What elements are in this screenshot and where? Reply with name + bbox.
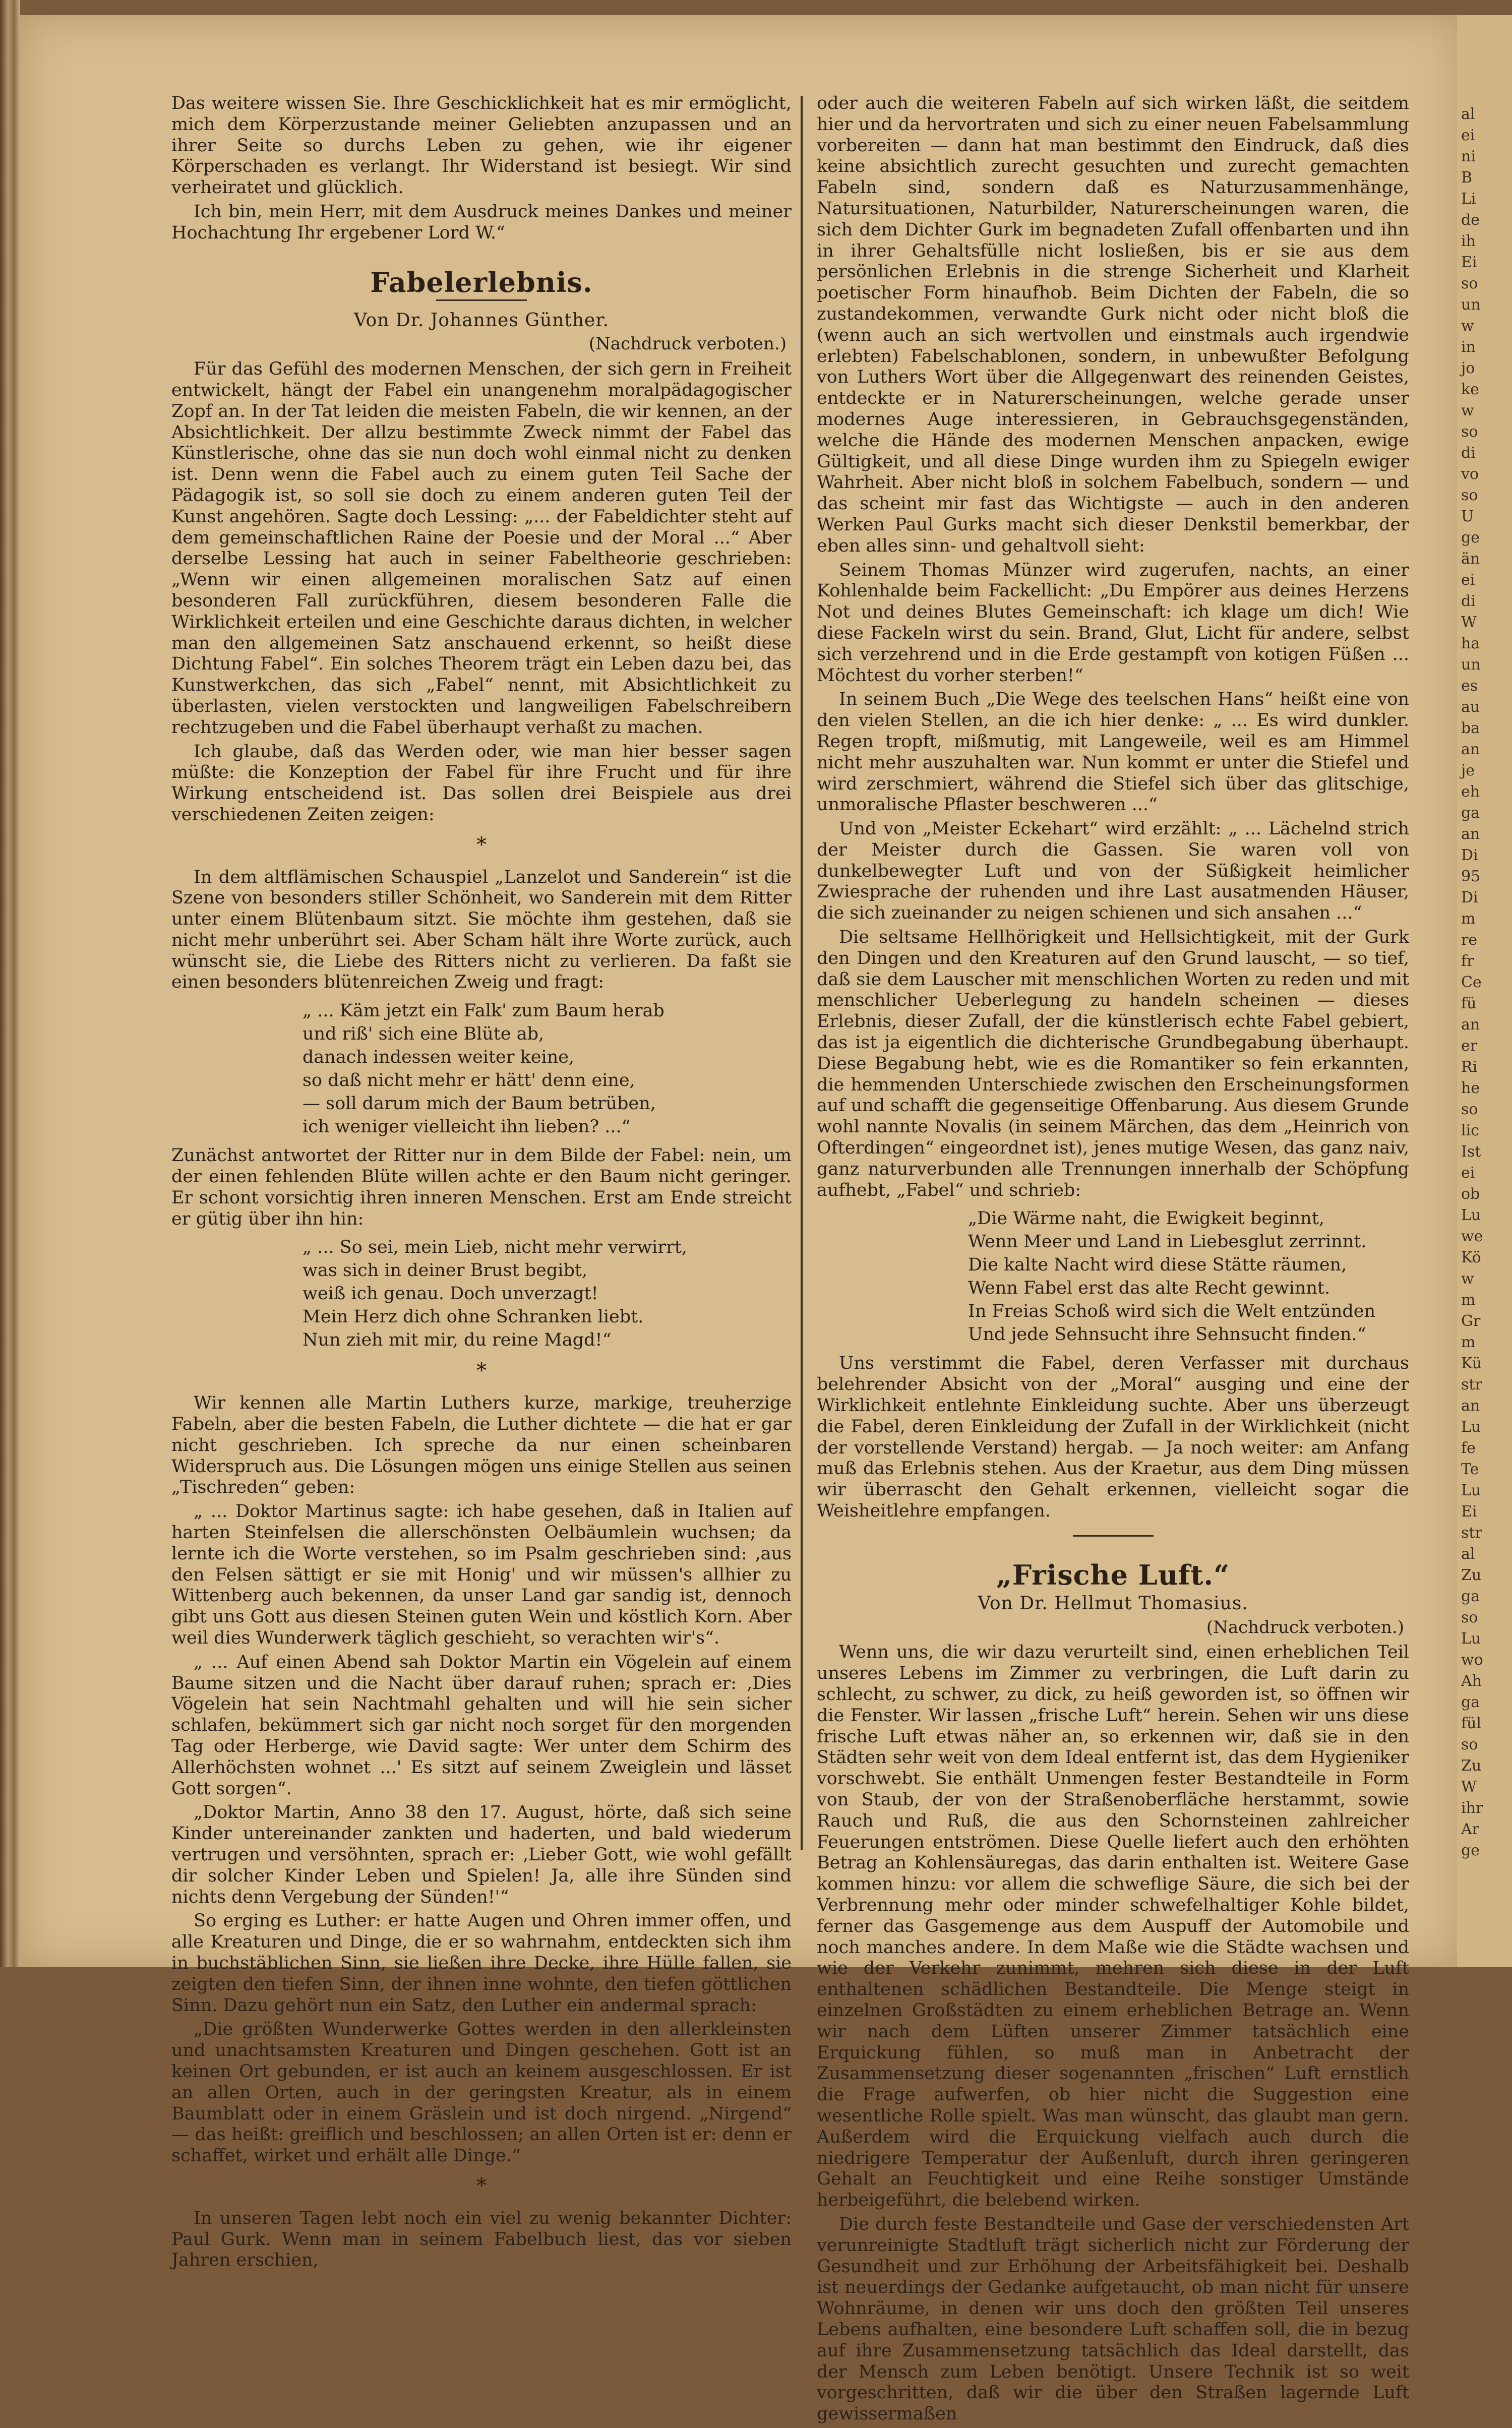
verse-line: ich weniger vielleicht ihn lieben? ...“ [303,1117,631,1137]
verse-line: Nun zieh mit mir, du reine Magd!“ [303,1330,612,1351]
adjacent-page-fragment: Lu [1461,1206,1481,1224]
adjacent-page-fragment: an [1461,741,1480,758]
adjacent-page-fragment: Ei [1461,254,1477,271]
body-paragraph: Und von „Meister Eckehart“ wird erzählt: „ ... Lächelnd strich der Meister durch die Gassen. Sie waren voll von dunkelbewegter Luft und von der Süßigkeit heimlicher Zwiesprache der ruhenden und ihre Last ausatmenden Häuser, die sich zueinander zu neigen schienen und sich ansahen ...“ [817,819,1409,924]
adjacent-page-edge [1457,15,1512,1967]
article-author: Von Dr. Johannes Günther. [353,310,610,331]
adjacent-page-fragment: an [1461,825,1480,843]
verse-line: „Die Wärme naht, die Ewigkeit beginnt, [968,1208,1324,1229]
adjacent-page-fragment: m [1461,910,1476,928]
adjacent-page-fragment: str [1461,1376,1482,1393]
adjacent-page-fragment: Zu [1461,1566,1482,1584]
newspaper-page [20,15,1462,2424]
adjacent-page-fragment: we [1461,1228,1483,1245]
left-column [171,93,792,2274]
adjacent-page-fragment: wo [1461,1651,1483,1669]
adjacent-page-fragment: w [1461,1270,1474,1288]
reprint-notice: (Nachdruck verboten.) [588,334,787,354]
body-paragraph: Wir kennen alle Martin Luthers kurze, markige, treuherzige Fabeln, aber die besten Fabeln, die Luther dichtete — die hat er gar nicht geschrieben. Ich spreche da nur einen scheinbaren Widerspruch aus. Die Lösungen mögen uns einige Stellen aus seinen „Tischreden“ geben: [171,1393,792,1498]
column-rule [801,96,803,1850]
adjacent-page-fragment: Te [1461,1461,1479,1478]
verse-block [303,1236,792,1352]
verse-line: — soll darum mich der Baum betrüben, [303,1094,656,1114]
adjacent-page-fragment: fü [1461,995,1477,1012]
section-asterisk: * [476,833,487,857]
adjacent-page-fragment: Ah [1461,1672,1482,1690]
verse-line: Wenn Fabel erst das alte Recht gewinnt. [968,1278,1330,1299]
adjacent-page-fragment: ei [1461,1164,1475,1182]
adjacent-page-fragment: Zu [1461,1757,1482,1775]
adjacent-page-fragment: str [1461,1524,1482,1542]
adjacent-page-fragment: ha [1461,635,1480,652]
adjacent-page-fragment: an [1461,1016,1480,1034]
adjacent-page-fragment: fr [1461,952,1474,970]
adjacent-page-fragment: Di [1461,889,1478,906]
adjacent-page-fragment: au [1461,698,1480,716]
intro-paragraph: Ich bin, mein Herr, mit dem Ausdruck meines Dankes und meiner Hochachtung Ihr ergebener Lord W.“ [171,201,792,243]
adjacent-page-fragment: ei [1461,571,1475,589]
adjacent-page-fragment: Ar [1461,1820,1480,1838]
adjacent-page-fragment: m [1461,1333,1476,1351]
verse-line: und riß' sich eine Blüte ab, [303,1024,545,1045]
adjacent-page-fragment: es [1461,677,1478,695]
adjacent-page-fragment: fe [1461,1439,1476,1457]
verse-line: „ ... Käm jetzt ein Falk' zum Baum herab [303,1001,664,1021]
adjacent-page-fragment: Ei [1461,1503,1477,1521]
verse-line: Mein Herz dich ohne Schranken liebt. [303,1307,644,1327]
adjacent-page-fragment: Gr [1461,1312,1481,1330]
adjacent-page-fragment: so [1461,1101,1478,1118]
adjacent-page-fragment: m [1461,1291,1476,1309]
verse-line: Die kalte Nacht wird diese Stätte räumen, [968,1255,1347,1276]
adjacent-page-fragment: so [1461,423,1478,441]
adjacent-page-fragment: al [1461,1545,1475,1563]
adjacent-page-fragment: Di [1461,846,1478,864]
verse-line: danach indessen weiter keine, [303,1047,575,1068]
adjacent-page-fragment: ei [1461,127,1475,144]
adjacent-page-fragment: so [1461,1609,1478,1626]
adjacent-page-fragment: so [1461,1736,1478,1753]
adjacent-page-fragment: re [1461,931,1478,949]
adjacent-page-fragment: Li [1461,190,1476,208]
verse-line: „ ... So sei, mein Lieb, nicht mehr verwirrt, [303,1237,688,1258]
right-column [817,93,1409,2428]
quote-paragraph: „Doktor Martin, Anno 38 den 17. August, hörte, daß sich seine Kinder untereinander zankten und haderten, und bald wiederum vertrugen und versöhnten, sprach er: ‚Lieber Gott, wie wohl gefällt dir solcher Kinder Leben und Spielen! Ja, alle ihre Sünden sind nichts denn Vergebung der Sünden!'“ [171,1802,792,1907]
adjacent-page-fragment: di [1461,444,1476,462]
body-paragraph: Für das Gefühl des modernen Menschen, der sich gern in Freiheit entwickelt, hängt der Fabel ein unangenehm moralpädagogischer Zopf an. In der Tat leiden die meisten Fabeln, die wir kennen, an der Absichtlichkeit. Der allzu bestimmte Zweck nimmt der Fabel das Künstlerische, ohne das sie nun doch wohl einmal nicht zu denken ist. Denn wenn die Fabel auch zu einem guten Teil Sache der Pädagogik ist, so soll sie doch zu einem anderen guten Teil der Kunst angehören. Sagte doch Lessing: „... der Fabeldichter steht auf dem gemeinschaftlichen Raine der Poesie und der Moral ...“ Aber derselbe Lessing hat auch in seiner Fabeltheorie geschrieben: „Wenn wir einen allgemeinen moralischen Satz auf einen besonderen Fall zurückführen, diesem besonderen Falle die Wirklichkeit erteilen und eine Geschichte daraus dichten, in welcher man den allgemeinen Satz anschauend erkennt, so heißt diese Dichtung Fabel“. Ein solches Theorem trägt ein Leben dazu bei, das Kunstwerkchen, das sich „Fabel“ nennt, mit Absichtlichkeit zu überlasten, vielen verstockten und langweiligen Fabelschreibern rechtzugeben und die Fabel überhaupt verhaßt zu machen. [171,359,792,738]
body-paragraph: Zunächst antwortet der Ritter nur in dem Bilde der Fabel: nein, um der einen fehlenden Blüte willen achte er den Baum nicht geringer. Er schont vorsichtig ihren inneren Menschen. Erst am Ende streicht er gütig über ihn hin: [171,1145,792,1229]
adjacent-page-fragment: än [1461,550,1480,568]
adjacent-page-fragment: ih [1461,232,1476,250]
verse-line: weiß ich genau. Doch unverzagt! [303,1284,598,1304]
article-title: Fabelerlebnis. [370,266,593,298]
book-edge [0,0,20,1967]
section-asterisk: * [476,1359,487,1383]
adjacent-page-fragment: B [1461,169,1473,187]
adjacent-page-fragment: de [1461,211,1480,229]
verse-line: was sich in deiner Brust begibt, [303,1260,588,1281]
adjacent-page-fragment: ge [1461,1842,1480,1859]
adjacent-page-fragment: ihr [1461,1799,1483,1817]
adjacent-page-fragment: W [1461,1778,1477,1796]
adjacent-page-fragment: Kü [1461,1355,1482,1372]
body-paragraph: Seinem Thomas Münzer wird zugerufen, nachts, an einer Kohlenhalde beim Fackellicht: „Du Empörer aus deines Herzens Not und deines Blutes Gemeinschaft: ich klage um dich! Wie diese Fackeln wirst du sein. Brand, Glut, Licht für andere, selbst sich verzehrend und in die Erde gestampft von kotigen Füßen ... Möchtest du vorher sterben!“ [817,560,1409,686]
section-asterisk: * [476,2174,487,2198]
verse-line: so daß nicht mehr er hätt' denn eine, [303,1070,635,1091]
intro-paragraph: Das weitere wissen Sie. Ihre Geschicklichkeit hat es mir ermöglicht, mich dem Körperzustande meiner Geliebten anzupassen und an ihrer Seite so durchs Leben zu gehen, wie ihr eigener Körperschaden es verlangt. Ihr Widerstand ist besiegt. Wir sind verheiratet und glücklich. [171,93,792,198]
adjacent-page-fragment: Lu [1461,1630,1481,1648]
body-paragraph: In dem altflämischen Schauspiel „Lanzelot und Sanderein“ ist die Szene von besonders stiller Schönheit, wo Sanderein mit dem Ritter unter einem Blütenbaum sitzt. Sie möchte ihm gestehen, daß sie nicht mehr unberührt sei. Aber Scham hält ihre Worte zurück, auch wünscht sie, die Liebe des Ritters nicht zu verlieren. Da faßt sie einen besonders blütenreichen Zweig und fragt: [171,867,792,993]
body-paragraph: Ich glaube, daß das Werden oder, wie man hier besser sagen müßte: die Konzeption der Fabel für ihre Frucht und für ihre Wirkung entscheidend ist. Das sollen drei Beispiele aus drei verschiedenen Zeiten zeigen: [171,741,792,825]
adjacent-page-fragment: W [1461,614,1477,631]
adjacent-page-fragment: vo [1461,465,1479,483]
article-divider [1073,1535,1154,1537]
adjacent-page-fragment: jo [1461,359,1475,377]
adjacent-page-fragment: Ce [1461,974,1482,991]
adjacent-page-fragment: ge [1461,529,1480,547]
adjacent-page-fragment: lic [1461,1122,1479,1139]
adjacent-page-fragment: in [1461,338,1476,356]
body-paragraph: oder auch die weiteren Fabeln auf sich wirken läßt, die seitdem hier und da hervortraten und sich zu einer neuen Fabelsammlung vorbereiten — dann hat man bestimmt den Eindruck, daß dies keine absichtlich zurecht gesuchten und zurecht gemachten Fabeln sind, sondern daß es Naturzusammenhänge, Natursituationen, Naturbilder, Naturerscheinungen waren, die sich dem Dichter Gurk im begnadeten Zufall offenbarten und ihn in ihrer Gehaltsfülle nicht losließen, bis er sie aus dem persönlichen Erlebnis in die strenge Sicherheit und Klarheit poetischer Form hinaufhob. Beim Dichten der Fabeln, die so zustandekommen, verwandte Gurk nicht oder nicht bloß die (wenn auch an sich wertvollen und einstmals auch irgendwie erlebten) Fabelschablonen, sondern, in unbewußter Befolgung von Luthers Wort über die Allgegenwart des reinenden Geistes, entdeckte er in Naturerscheinungen, welche gerade unser modernes Auge interessieren, in Gebrauchsgegenständen, welche die Hände des modernen Menschen anpacken, ewige Gültigkeit, und all diese Dinge wurden ihm zu Spiegeln ewiger Wahrheit. Aber nicht bloß in solchem Fabelbuch, sondern — und das scheint mir fast das Wichtigste — auch in den anderen Werken Paul Gurks macht sich dieser Denkstil bemerkbar, der eben alles sinn- und gehaltvoll sieht: [817,93,1409,556]
title-underline [436,299,527,301]
body-paragraph: Die durch feste Bestandteile und Gase der verschiedensten Art verunreinigte Stadtluft trägt sicherlich nicht zur Förderung der Gesundheit und zur Erhöhung der Arbeitsfähigkeit bei. Deshalb ist neuerdings der Gedanke aufgetaucht, ob man nicht für unsere Wohnräume, in denen wir uns doch den größten Teil unseres Lebens aufhalten, eine besondere Luft schaffen soll, die in bezug auf ihre Zusammensetzung tatsächlich das Ideal darstellt, das der Mensch zum Leben benötigt. Unsere Technik ist so weit vorgeschritten, daß wir die über den Straßen lagernde Luft gewissermaßen [817,2214,1409,2424]
article-author: Von Dr. Hellmut Thomasius. [978,1593,1248,1614]
adjacent-page-fragment: un [1461,296,1481,314]
adjacent-page-fragment: 95 [1461,868,1481,885]
adjacent-page-fragment: so [1461,487,1478,504]
adjacent-page-fragment: ke [1461,381,1479,398]
body-paragraph: Uns verstimmt die Fabel, deren Verfasser mit durchaus belehrender Absicht von der „Moral“ ausging und eine der Wirklichkeit entlehnte Einkleidung suchte. Aber uns überzeugt die Fabel, deren Einkleidung der Zufall in der Wirklichkeit (nicht der vorstellende Verstand) hergab. — Ja noch weiter: am Anfang muß das Erlebnis stehen. Aus der Kraetur, aus dem Ding müssen wir überrascht den Gehalt erkennen, vielleicht sogar die Weisheitlehre empfangen. [817,1353,1409,1522]
body-paragraph: In unseren Tagen lebt noch ein viel zu wenig bekannter Dichter: Paul Gurk. Wenn man in seinem Fabelbuch liest, das vor sieben Jahren erschien, [171,2208,792,2271]
adjacent-page-fragment: ni [1461,148,1476,165]
adjacent-page-fragment: fül [1461,1715,1482,1732]
body-paragraph: Die seltsame Hellhörigkeit und Hellsichtigkeit, mit der Gurk den Dingen und den Kreaturen auf den Grund lauscht, — so tief, daß sie dem Lauscher mit menschlichen Worten zu reden und mit menschlicher Ueberlegung zu handeln scheinen — dieses Erlebnis, dieser Zufall, der die künstlerisch echte Fabel gebiert, das ist ja eigentlich die dichterische Grundbegabung überhaupt. Diese Begabung hebt, wie es die Romantiker so fein erkannten, die hemmenden Unterschiede zwischen den Erscheinungsformen auf und schafft die gegenseitige Offenbarung. Aus diesem Grunde wohl nannte Novalis (in seinem Märchen, das dem „Heinrich von Ofterdingen“ eingeordnet ist), jenes mutige Wesen, das ganz naiv, ganz naturverbunden alle Trennungen innerhalb der Schöpfung aufhebt, „Fabel“ und schrieb: [817,927,1409,1200]
verse-line: In Freias Schoß wird sich die Welt entzünden [968,1301,1376,1322]
adjacent-page-fragment: ga [1461,1693,1480,1711]
adjacent-page-fragment: Ri [1461,1058,1478,1076]
adjacent-page-fragment: U [1461,508,1474,525]
adjacent-page-fragment: Kö [1461,1249,1481,1266]
adjacent-page-fragment: he [1461,1079,1480,1097]
adjacent-page-fragment: un [1461,656,1481,674]
adjacent-page-fragment: al [1461,105,1475,123]
quote-paragraph: „ ... Auf einen Abend sah Doktor Martin ein Vögelein auf einem Baume sitzen und die Nacht über darauf ruhen; sprach er: ‚Dies Vögelein hat sein Nachtmahl gehalten und will hie sein sicher schlafen, bekümmert sich gar nicht noch sorget für den morgenden Tag oder Herberge, wie David sagte: Wer unter dem Schirm des Allerhöchsten wohnet ...' Es sitzt auf seinem Zweiglein und lässet Gott sorgen“. [171,1652,792,1799]
adjacent-page-fragment: w [1461,317,1474,335]
adjacent-page-fragment: er [1461,1037,1478,1055]
adjacent-page-fragment: ga [1461,804,1480,822]
adjacent-page-fragment: ba [1461,719,1480,737]
adjacent-page-fragment: Lu [1461,1418,1481,1436]
adjacent-page-fragment: Ist [1461,1143,1481,1161]
body-paragraph: Wenn uns, die wir dazu verurteilt sind, einen erheblichen Teil unseres Lebens im Zimmer zu verbringen, die Luft darin zu schlecht, zu schwer, zu dick, zu heiß geworden ist, so öffnen wir die Fenster. Wir lassen „frische Luft“ herein. Sehen wir uns diese frische Luft etwas näher an, so erkennen wir, daß sie in den Städten sehr weit von dem Ideal entfernt ist, das dem Hygieniker vorschwebt. Sie enthält Unmengen fester Bestandteile in Form von Staub, der von der Straßenoberfläche herstammt, sowie Rauch und Ruß, die aus den Schornsteinen zahlreicher Feuerungen entströmen. Diese Quelle liefert auch den erhöhten Betrag an Kohlensäuregas, das darin enthalten ist. Weitere Gase kommen hinzu: vor allem die schweflige Säure, die sich bei der Verbrennung mehr oder minder schwefelhaltiger Kohle bildet, ferner das Gasgemenge aus dem Auspuff der Automobile und noch manches andere. In dem Maße wie die Städte wachsen und wie der Verkehr zunimmt, mehren sich diese in der Luft enthaltenen schädlichen Bestandteile. Die Menge steigt in einzelnen Großstädten zu einem erheblichen Betrage an. Wenn wir nach dem Lüften unserer Zimmer tatsächlich eine Erquickung fühlen, so muß man in Anbetracht der Zusammensetzung dieser sogenannten „frischen“ Luft ernstlich die Frage aufwerfen, ob hier nicht die Suggestion eine wesentliche Rolle spielt. Was man wünscht, das glaubt man gern. Außerdem wird die Erquickung vielfach auch durch die niedrigere Temperatur der Außenluft, durch ihren geringeren Gehalt an Feuchtigkeit und eine Reihe sonstiger Umstände herbeigeführt, die belebend wirken. [817,1642,1409,2211]
adjacent-page-fragment: je [1461,762,1475,779]
quote-paragraph: „Die größten Wunderwerke Gottes werden in den allerkleinsten und unachtsamsten Kreaturen und Dingen geschehen. Gott ist an keinen Ort gebunden, er ist auch an keinem ausgeschlossen. Er ist an allen Orten, auch in der geringsten Kreatur, als in einem Baumblatt oder in einem Gräslein und ist doch nirgend. „Nirgend“ — das heißt: greiflich und beschlossen; an allen Orten ist er: denn er schaffet, wirket und erhält alle Dinge.“ [171,2019,792,2166]
verse-line: Und jede Sehnsucht ihre Sehnsucht finden.“ [968,1324,1366,1345]
adjacent-page-fragment: eh [1461,783,1480,801]
adjacent-page-fragment: so [1461,275,1478,292]
adjacent-page-fragment: an [1461,1397,1480,1415]
verse-block [968,1207,1409,1346]
adjacent-page-fragment: di [1461,592,1476,610]
adjacent-page-fragment: w [1461,402,1474,419]
article-title: „Frische Luft.“ [996,1558,1230,1591]
reprint-notice: (Nachdruck verboten.) [1206,1617,1404,1637]
verse-block [303,999,792,1138]
adjacent-page-fragment: ga [1461,1588,1480,1605]
verse-line: Wenn Meer und Land in Liebesglut zerrinnt. [968,1232,1367,1252]
body-paragraph: So erging es Luther: er hatte Augen und Ohren immer offen, und alle Kreaturen und Dinge, die er so wahrnahm, entdeckten sich ihm in buchstäblichen Sinn, sie ließen ihre Decke, ihre Hülle fallen, sie zeigten den tiefen Sinn, der ihnen inne wohnte, den tiefen göttlichen Sinn. Dazu gehört nun ein Satz, den Luther ein andermal sprach: [171,1911,792,2016]
quote-paragraph: „ ... Doktor Martinus sagte: ich habe gesehen, daß in Italien auf harten Steinfelsen die allerschönsten Oelbäumlein wuchsen; da lernte ich die Worte verstehen, so im Psalm geschrieben sind: ‚aus den Felsen sättigt er sie mit Honig' und wir müssen's allhier zu Wittenberg auch bekennen, da unser Land gar sandig ist, dennoch gibt uns Gott aus diesen Steinen guten Wein und köstlich Korn. Aber weil dies Wunderwerk täglich geschieht, so verachten wir's“. [171,1501,792,1649]
adjacent-page-fragment: Lu [1461,1482,1481,1499]
body-paragraph: In seinem Buch „Die Wege des teelschen Hans“ heißt eine von den vielen Stellen, an die ich hier denke: „ ... Es wird dunkler. Regen tropft, mißmutig, mit Langeweile, weil es am Himmel nicht mehr auszuhalten war. Nun kommt er unter die Stiefel und wird zerschmiert, während die Stiefel sich über das glitschige, unmoralische Pflaster beschweren ...“ [817,689,1409,815]
adjacent-page-fragment: ob [1461,1185,1480,1203]
